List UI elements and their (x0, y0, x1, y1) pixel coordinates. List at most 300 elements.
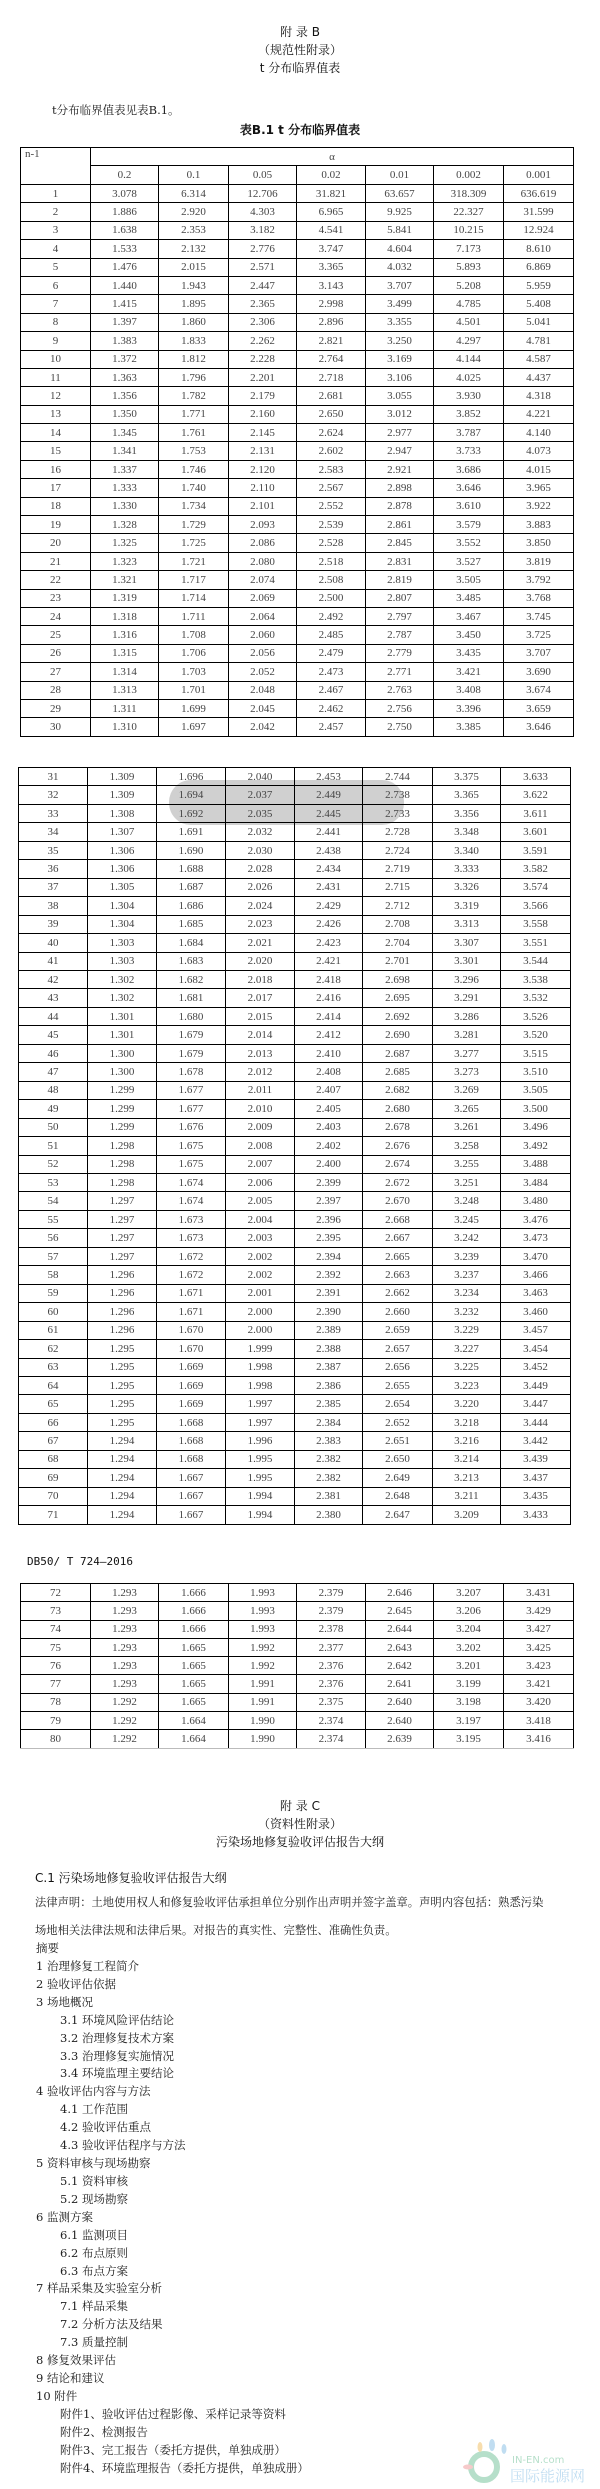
critical-value-cell: 318.309 (434, 185, 504, 203)
critical-value-cell: 1.714 (159, 589, 229, 607)
critical-value-cell: 1.672 (157, 1266, 226, 1284)
outline-item: 3.1 环境风险评估结论 (60, 2012, 174, 2027)
critical-value-cell: 3.229 (433, 1321, 501, 1339)
table-row (19, 804, 571, 822)
table-row (21, 534, 574, 552)
critical-value-cell: 2.374 (297, 1730, 366, 1748)
critical-value-cell: 1.440 (91, 276, 159, 294)
df-cell: 37 (19, 878, 88, 896)
table-row (19, 1044, 571, 1062)
critical-value-cell: 2.032 (226, 823, 295, 841)
table-row (21, 276, 574, 294)
critical-value-cell: 7.173 (434, 240, 504, 258)
critical-value-cell: 3.365 (433, 786, 501, 804)
table-row (21, 424, 574, 442)
critical-value-cell: 2.145 (229, 424, 297, 442)
critical-value-cell: 2.649 (363, 1469, 433, 1487)
critical-value-cell: 1.310 (91, 718, 159, 736)
critical-value-cell: 1.998 (226, 1376, 295, 1394)
outline-item: 1 治理修复工程简介 (36, 1958, 139, 1973)
table-row (19, 934, 571, 952)
critical-value-cell: 1.298 (88, 1173, 157, 1191)
critical-value-cell: 1.533 (91, 240, 159, 258)
table-row (21, 185, 574, 203)
critical-value-cell: 3.326 (433, 878, 501, 896)
critical-value-cell: 10.215 (434, 221, 504, 239)
critical-value-cell: 3.333 (433, 860, 501, 878)
critical-value-cell: 2.667 (363, 1229, 433, 1247)
critical-value-cell: 1.299 (88, 1118, 157, 1136)
appendix-b-name: t 分布临界值表 (259, 61, 341, 75)
critical-value-cell: 3.307 (433, 934, 501, 952)
critical-value-cell: 1.302 (88, 970, 157, 988)
critical-value-cell: 1.734 (159, 497, 229, 515)
critical-value-cell: 1.664 (159, 1712, 229, 1730)
critical-value-cell: 1.311 (91, 699, 159, 717)
critical-value-cell: 3.216 (433, 1432, 501, 1450)
table-row (21, 644, 574, 662)
outline-item: 6 监测方案 (36, 2209, 93, 2224)
critical-value-cell: 1.325 (91, 534, 159, 552)
table-row (21, 368, 574, 386)
critical-value-cell: 1.292 (91, 1693, 159, 1711)
critical-value-cell: 1.691 (157, 823, 226, 841)
critical-value-cell: 2.000 (226, 1321, 295, 1339)
critical-value-cell: 1.328 (91, 516, 159, 534)
critical-value-cell: 3.733 (434, 442, 504, 460)
critical-value-cell: 2.896 (297, 313, 366, 331)
critical-value-cell: 2.676 (363, 1137, 433, 1155)
critical-value-cell: 1.294 (88, 1487, 157, 1505)
critical-value-cell: 4.303 (229, 203, 297, 221)
critical-value-cell: 2.002 (226, 1247, 295, 1265)
table-row (21, 350, 574, 368)
critical-value-cell: 3.319 (433, 897, 501, 915)
table-row (19, 1395, 571, 1413)
table-row (21, 258, 574, 276)
table-row (19, 1487, 571, 1505)
critical-value-cell: 1.993 (229, 1584, 297, 1602)
critical-value-cell: 1.992 (229, 1657, 297, 1675)
df-cell: 31 (19, 768, 88, 786)
df-cell: 12 (21, 387, 91, 405)
df-cell: 71 (19, 1506, 88, 1524)
df-cell: 47 (19, 1063, 88, 1081)
critical-value-cell: 3.431 (504, 1584, 574, 1602)
critical-value-cell: 3.198 (434, 1693, 504, 1711)
critical-value-cell: 1.684 (157, 934, 226, 952)
critical-value-cell: 2.701 (363, 952, 433, 970)
critical-value-cell: 2.004 (226, 1210, 295, 1228)
critical-value-cell: 3.745 (504, 607, 574, 625)
critical-value-cell: 1.683 (157, 952, 226, 970)
critical-value-cell: 2.015 (159, 258, 229, 276)
df-cell: 35 (19, 841, 88, 859)
critical-value-cell: 3.291 (433, 989, 501, 1007)
critical-value-cell: 3.646 (434, 479, 504, 497)
critical-value-cell: 2.018 (226, 970, 295, 988)
critical-value-cell: 1.665 (159, 1675, 229, 1693)
critical-value-cell: 2.390 (295, 1303, 363, 1321)
critical-value-cell: 1.991 (229, 1693, 297, 1711)
df-cell: 28 (21, 681, 91, 699)
critical-value-cell: 1.299 (88, 1081, 157, 1099)
df-cell: 33 (19, 804, 88, 822)
critical-value-cell: 1.476 (91, 258, 159, 276)
appendix-c-subtitle: （资料性附录） (257, 1817, 342, 1831)
critical-value-cell: 3.454 (501, 1340, 571, 1358)
critical-value-cell: 31.821 (297, 185, 366, 203)
critical-value-cell: 3.686 (434, 460, 504, 478)
critical-value-cell: 1.299 (88, 1100, 157, 1118)
critical-value-cell: 3.261 (433, 1118, 501, 1136)
critical-value-cell: 1.725 (159, 534, 229, 552)
critical-value-cell: 5.893 (434, 258, 504, 276)
critical-value-cell: 4.297 (434, 332, 504, 350)
critical-value-cell: 2.672 (363, 1173, 433, 1191)
critical-value-cell: 2.262 (229, 332, 297, 350)
critical-value-cell: 1.943 (159, 276, 229, 294)
critical-value-cell: 3.055 (366, 387, 434, 405)
critical-value-cell: 5.841 (366, 221, 434, 239)
df-cell: 53 (19, 1173, 88, 1191)
table-row (19, 1376, 571, 1394)
critical-value-cell: 2.006 (226, 1173, 295, 1191)
critical-value-cell: 3.375 (433, 768, 501, 786)
critical-value-cell: 3.078 (91, 185, 159, 203)
critical-value-cell: 2.228 (229, 350, 297, 368)
critical-value-cell: 1.999 (226, 1340, 295, 1358)
df-cell: 21 (21, 552, 91, 570)
critical-value-cell: 2.010 (226, 1100, 295, 1118)
outline-item: 4.3 验收评估程序与方法 (60, 2138, 186, 2153)
df-cell: 51 (19, 1137, 88, 1155)
critical-value-cell: 1.669 (157, 1376, 226, 1394)
critical-value-cell: 3.223 (433, 1376, 501, 1394)
table-row (19, 1413, 571, 1431)
critical-value-cell: 2.500 (297, 589, 366, 607)
critical-value-cell: 2.659 (363, 1321, 433, 1339)
critical-value-cell: 2.665 (363, 1247, 433, 1265)
critical-value-cell: 1.686 (157, 897, 226, 915)
critical-value-cell: 5.959 (504, 276, 574, 294)
critical-value-cell: 3.466 (501, 1266, 571, 1284)
critical-value-cell: 2.652 (363, 1413, 433, 1431)
critical-value-cell: 3.437 (501, 1469, 571, 1487)
critical-value-cell: 1.667 (157, 1469, 226, 1487)
df-cell: 76 (21, 1657, 91, 1675)
df-cell: 23 (21, 589, 91, 607)
critical-value-cell: 1.997 (226, 1395, 295, 1413)
critical-value-cell: 2.646 (366, 1584, 434, 1602)
critical-value-cell: 2.920 (159, 203, 229, 221)
critical-value-cell: 2.660 (363, 1303, 433, 1321)
critical-value-cell: 5.208 (434, 276, 504, 294)
table-row (21, 497, 574, 515)
critical-value-cell: 1.682 (157, 970, 226, 988)
critical-value-cell: 2.421 (295, 952, 363, 970)
critical-value-cell: 12.924 (504, 221, 574, 239)
critical-value-cell: 2.030 (226, 841, 295, 859)
appendix-c-title: 附 录 C (279, 1799, 320, 1813)
critical-value-cell: 1.678 (157, 1063, 226, 1081)
critical-value-cell: 1.301 (88, 1026, 157, 1044)
critical-value-cell: 1.316 (91, 626, 159, 644)
critical-value-cell: 2.624 (297, 424, 366, 442)
critical-value-cell: 1.309 (88, 768, 157, 786)
critical-value-cell: 3.579 (434, 516, 504, 534)
critical-value-cell: 3.204 (434, 1620, 504, 1638)
critical-value-cell: 1.638 (91, 221, 159, 239)
critical-value-cell: 2.695 (363, 989, 433, 1007)
critical-value-cell: 2.744 (363, 768, 433, 786)
critical-value-cell: 3.265 (433, 1100, 501, 1118)
critical-value-cell: 1.670 (157, 1340, 226, 1358)
critical-value-cell: 2.657 (363, 1340, 433, 1358)
table-row (21, 626, 574, 644)
critical-value-cell: 2.001 (226, 1284, 295, 1302)
critical-value-cell: 2.410 (295, 1044, 363, 1062)
critical-value-cell: 2.687 (363, 1044, 433, 1062)
critical-value-cell: 3.883 (504, 516, 574, 534)
critical-value-cell: 4.587 (504, 350, 574, 368)
table-caption: 表B.1 t 分布临界值表 (239, 123, 361, 137)
critical-value-cell: 2.021 (226, 934, 295, 952)
critical-value-cell: 2.395 (295, 1229, 363, 1247)
critical-value-cell: 1.993 (229, 1620, 297, 1638)
critical-value-cell: 2.648 (363, 1487, 433, 1505)
critical-value-cell: 1.293 (91, 1602, 159, 1620)
df-cell: 79 (21, 1712, 91, 1730)
critical-value-cell: 63.657 (366, 185, 434, 203)
critical-value-cell: 3.281 (433, 1026, 501, 1044)
critical-value-cell: 3.211 (433, 1487, 501, 1505)
critical-value-cell: 3.591 (501, 841, 571, 859)
critical-value-cell: 2.003 (226, 1229, 295, 1247)
critical-value-cell: 3.197 (434, 1712, 504, 1730)
df-cell: 29 (21, 699, 91, 717)
critical-value-cell: 2.052 (229, 663, 297, 681)
critical-value-cell: 2.002 (226, 1266, 295, 1284)
critical-value-cell: 4.541 (297, 221, 366, 239)
critical-value-cell: 2.074 (229, 571, 297, 589)
df-cell: 39 (19, 915, 88, 933)
table-row (21, 460, 574, 478)
critical-value-cell: 2.645 (366, 1602, 434, 1620)
table-row (21, 1638, 574, 1656)
critical-value-cell: 2.797 (366, 607, 434, 625)
critical-value-cell: 6.869 (504, 258, 574, 276)
critical-value-cell: 3.532 (501, 989, 571, 1007)
df-cell: 67 (19, 1432, 88, 1450)
critical-value-cell: 1.307 (88, 823, 157, 841)
critical-value-cell: 1.796 (159, 368, 229, 386)
critical-value-cell: 2.685 (363, 1063, 433, 1081)
critical-value-cell: 1.323 (91, 552, 159, 570)
df-cell: 50 (19, 1118, 88, 1136)
table-row (19, 1173, 571, 1191)
table-row (19, 1358, 571, 1376)
df-cell: 72 (21, 1584, 91, 1602)
critical-value-cell: 1.668 (157, 1432, 226, 1450)
critical-value-cell: 2.201 (229, 368, 297, 386)
outline-item: 3.2 治理修复技术方案 (60, 2030, 174, 2045)
critical-value-cell: 1.300 (88, 1044, 157, 1062)
critical-value-cell: 2.381 (295, 1487, 363, 1505)
critical-value-cell: 2.408 (295, 1063, 363, 1081)
critical-value-cell: 3.232 (433, 1303, 501, 1321)
critical-value-cell: 1.666 (159, 1584, 229, 1602)
df-cell: 66 (19, 1413, 88, 1431)
df-cell: 49 (19, 1100, 88, 1118)
critical-value-cell: 2.738 (363, 786, 433, 804)
alpha-value: 0.2 (91, 166, 159, 185)
outline-item: 5 资料审核与现场勘察 (36, 2156, 151, 2171)
critical-value-cell: 3.169 (366, 350, 434, 368)
critical-value-cell: 4.073 (504, 442, 574, 460)
critical-value-cell: 3.258 (433, 1137, 501, 1155)
df-cell: 34 (19, 823, 88, 841)
table-row (19, 1081, 571, 1099)
critical-value-cell: 1.314 (91, 663, 159, 681)
critical-value-cell: 2.060 (229, 626, 297, 644)
critical-value-cell: 4.781 (504, 332, 574, 350)
critical-value-cell: 1.315 (91, 644, 159, 662)
critical-value-cell: 2.005 (226, 1192, 295, 1210)
critical-value-cell: 1.995 (226, 1469, 295, 1487)
critical-value-cell: 3.214 (433, 1450, 501, 1468)
critical-value-cell: 4.144 (434, 350, 504, 368)
df-cell: 1 (21, 185, 91, 203)
critical-value-cell: 4.140 (504, 424, 574, 442)
critical-value-cell: 1.345 (91, 424, 159, 442)
df-cell: 26 (21, 644, 91, 662)
df-cell: 40 (19, 934, 88, 952)
critical-value-cell: 2.750 (366, 718, 434, 736)
table-row (19, 1247, 571, 1265)
df-cell: 30 (21, 718, 91, 736)
critical-value-cell: 2.878 (366, 497, 434, 515)
table-row (21, 1620, 574, 1638)
critical-value-cell: 2.306 (229, 313, 297, 331)
table-row (19, 1137, 571, 1155)
critical-value-cell: 3.444 (501, 1413, 571, 1431)
critical-value-cell: 4.318 (504, 387, 574, 405)
critical-value-cell: 5.041 (504, 313, 574, 331)
critical-value-cell: 1.330 (91, 497, 159, 515)
df-cell: 43 (19, 989, 88, 1007)
critical-value-cell: 2.045 (229, 699, 297, 717)
t-table-part-2 (18, 767, 571, 1525)
critical-value-cell: 1.703 (159, 663, 229, 681)
critical-value-cell: 1.673 (157, 1210, 226, 1228)
critical-value-cell: 1.308 (88, 804, 157, 822)
critical-value-cell: 636.619 (504, 185, 574, 203)
critical-value-cell: 2.376 (297, 1675, 366, 1693)
critical-value-cell: 2.779 (366, 644, 434, 662)
critical-value-cell: 2.380 (295, 1506, 363, 1524)
df-cell: 59 (19, 1284, 88, 1302)
critical-value-cell: 3.206 (434, 1602, 504, 1620)
critical-value-cell: 1.670 (157, 1321, 226, 1339)
critical-value-cell: 1.669 (157, 1395, 226, 1413)
critical-value-cell: 1.994 (226, 1487, 295, 1505)
critical-value-cell: 1.319 (91, 589, 159, 607)
critical-value-cell: 2.644 (366, 1620, 434, 1638)
df-cell: 22 (21, 571, 91, 589)
critical-value-cell: 1.675 (157, 1155, 226, 1173)
table-row (21, 313, 574, 331)
critical-value-cell: 3.273 (433, 1063, 501, 1081)
critical-value-cell: 2.382 (295, 1450, 363, 1468)
critical-value-cell: 3.476 (501, 1210, 571, 1228)
critical-value-cell: 2.429 (295, 897, 363, 915)
alpha-header: α (91, 148, 574, 166)
critical-value-cell: 2.392 (295, 1266, 363, 1284)
critical-value-cell: 1.297 (88, 1210, 157, 1228)
df-cell: 27 (21, 663, 91, 681)
critical-value-cell: 2.807 (366, 589, 434, 607)
table-row (21, 1657, 574, 1675)
critical-value-cell: 1.895 (159, 295, 229, 313)
critical-value-cell: 2.086 (229, 534, 297, 552)
critical-value-cell: 1.697 (159, 718, 229, 736)
df-cell: 11 (21, 368, 91, 386)
critical-value-cell: 3.574 (501, 878, 571, 896)
critical-value-cell: 2.728 (363, 823, 433, 841)
critical-value-cell: 2.571 (229, 258, 297, 276)
table-row (21, 203, 574, 221)
critical-value-cell: 2.365 (229, 295, 297, 313)
critical-value-cell: 1.302 (88, 989, 157, 1007)
critical-value-cell: 3.505 (501, 1081, 571, 1099)
critical-value-cell: 1.711 (159, 607, 229, 625)
df-cell: 16 (21, 460, 91, 478)
critical-value-cell: 2.445 (295, 804, 363, 822)
critical-value-cell: 2.764 (297, 350, 366, 368)
critical-value-cell: 2.724 (363, 841, 433, 859)
table-row (21, 516, 574, 534)
table-row (21, 607, 574, 625)
critical-value-cell: 2.110 (229, 479, 297, 497)
critical-value-cell: 2.643 (366, 1638, 434, 1656)
critical-value-cell: 2.431 (295, 878, 363, 896)
critical-value-cell: 3.427 (504, 1620, 574, 1638)
critical-value-cell: 3.457 (501, 1321, 571, 1339)
critical-value-cell: 6.965 (297, 203, 366, 221)
critical-value-cell: 1.740 (159, 479, 229, 497)
critical-value-cell: 3.418 (504, 1712, 574, 1730)
critical-value-cell: 2.015 (226, 1007, 295, 1025)
critical-value-cell: 2.008 (226, 1137, 295, 1155)
critical-value-cell: 2.662 (363, 1284, 433, 1302)
critical-value-cell: 3.467 (434, 607, 504, 625)
critical-value-cell: 1.994 (226, 1506, 295, 1524)
df-cell: 61 (19, 1321, 88, 1339)
df-cell: 69 (19, 1469, 88, 1487)
table-row (21, 1693, 574, 1711)
critical-value-cell: 2.712 (363, 897, 433, 915)
critical-value-cell: 2.485 (297, 626, 366, 644)
df-cell: 15 (21, 442, 91, 460)
df-cell: 74 (21, 1620, 91, 1638)
df-cell: 32 (19, 786, 88, 804)
critical-value-cell: 2.379 (297, 1602, 366, 1620)
critical-value-cell: 2.017 (226, 989, 295, 1007)
table-row (19, 1469, 571, 1487)
critical-value-cell: 3.425 (504, 1638, 574, 1656)
outline-item: 4.1 工作范围 (60, 2102, 128, 2117)
